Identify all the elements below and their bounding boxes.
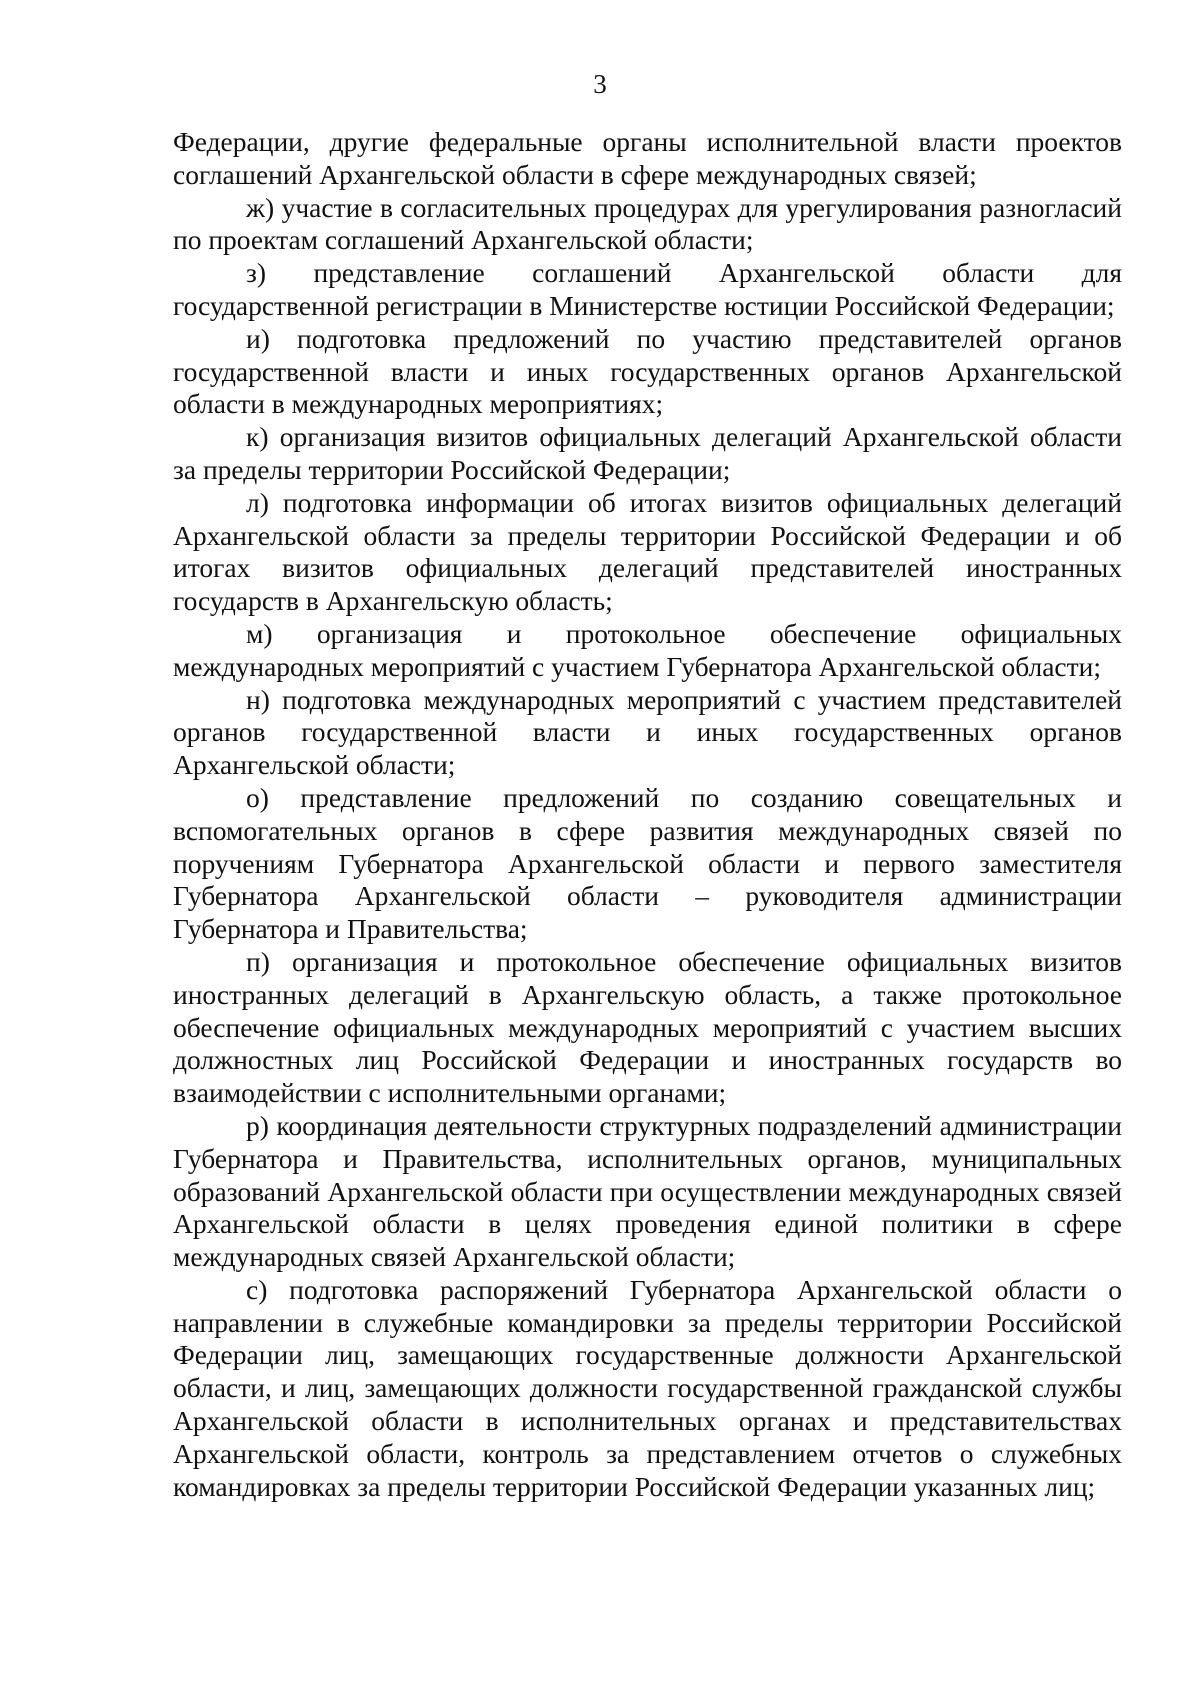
paragraph-item-n: н) подготовка международных мероприятий с участием представителей органов государственной власти и иных государственных органов Архангельской области;	[173, 683, 1122, 781]
paragraph-item-l: л) подготовка информации об итогах визитов официальных делегаций Архангельской области за пределы территории Российской Федерации и об итогах визитов официальных делегаций представителей иностранных государств в Архангельскую область;	[173, 486, 1122, 617]
paragraph-item-s: с) подготовка распоряжений Губернатора Архангельской области о направлении в служебные командировки за пределы территории Российской Федерации лиц, замещающих государственные должности Архангельской области, и лиц, замещающих должности государственной гражданской службы Архангельской области в исполнительных органах и представительствах Архангельской области, контроль за представлением отчетов о служебных командировках за пределы территории Российской Федерации указанных лиц;	[173, 1273, 1122, 1502]
paragraph-item-zh: ж) участие в согласительных процедурах для урегулирования разногласий по проектам соглашений Архангельской области;	[173, 191, 1122, 256]
paragraph-item-k: к) организация визитов официальных делегаций Архангельской области за пределы территории Российской Федерации;	[173, 421, 1122, 485]
paragraph-item-o: о) представление предложений по созданию совещательных и вспомогательных органов в сфере развития международных связей по поручениям Губернатора Архангельской области и первого заместителя Губернатора Архангельской области – руководителя администрации Губернатора и Правительства;	[173, 781, 1122, 945]
paragraph-item-p: п) организация и протокольное обеспечение официальных визитов иностранных делегаций в Архангельскую область, а также протокольное обеспечение официальных международных мероприятий с участием высших должностных лиц Российской Федерации и иностранных государств во взаимодействии с исполнительными органами;	[173, 945, 1122, 1109]
paragraph-item-i: и) подготовка предложений по участию представителей органов государственной власти и иных государственных органов Архангельской области в международных мероприятиях;	[173, 322, 1122, 420]
document-body	[173, 126, 1122, 1503]
paragraph-item-z: з) представление соглашений Архангельской области для государственной регистрации в Министерстве юстиции Российской Федерации;	[173, 257, 1122, 321]
paragraph-item-r: р) координация деятельности структурных подразделений администрации Губернатора и Правительства, исполнительных органов, муниципальных образований Архангельской области при осуществлении международных связей Архангельской области в целях проведения единой политики в сфере международных связей Архангельской области;	[173, 1109, 1122, 1273]
paragraph-item-m: м) организация и протокольное обеспечение официальных международных мероприятий с участием Губернатора Архангельской области;	[173, 617, 1122, 682]
page-number: 3	[593, 69, 607, 99]
paragraph-continuation: Федерации, другие федеральные органы исполнительной власти проектов соглашений Архангельской области в сфере международных связей;	[173, 126, 1122, 190]
